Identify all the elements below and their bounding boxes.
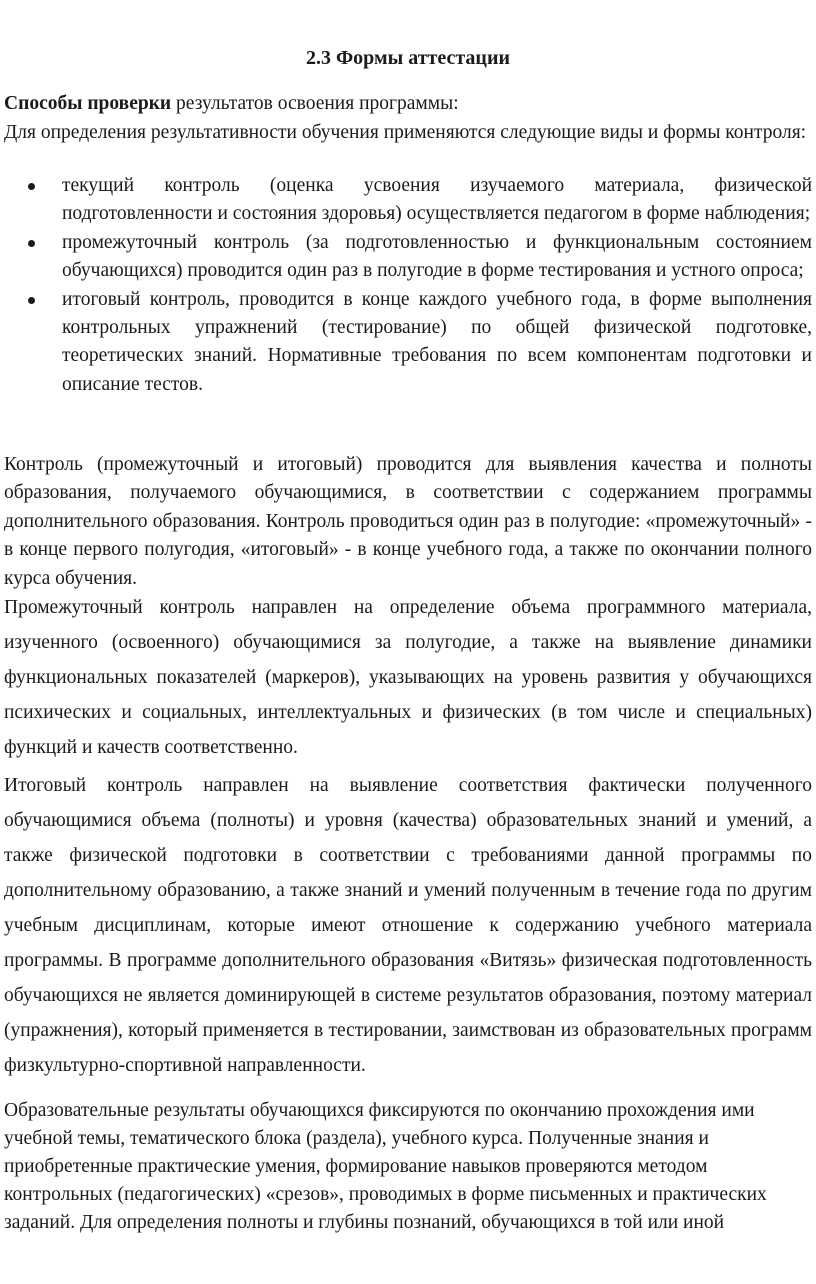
bullet-icon [28,183,35,190]
list-item [0,229,816,286]
bullet-icon [28,240,35,247]
control-paragraph: Контроль (промежуточный и итоговый) проводится для выявления качества и полноты образования, получаемого обучающимися, в соответствии с содержанием программы дополнительного образования. Контроль проводиться один раз в полугодие: «промежуточный» - в конце первого полугодия, «итоговый» - в конце учебного года, а также по окончании полного курса обучения. [4,454,812,589]
results-paragraph: Образовательные результаты обучающихся фиксируются по окончанию прохождения ими учебной темы, тематического блока (раздела), учебного курса. Полученные знания и приобретенные практические умения, формирование навыков проверяются методом контрольных (педагогических) «срезов», проводимых в форме письменных и практических заданий. Для определения полноты и глубины познаний, обучающихся в той или иной [4,1100,767,1233]
methods-bold: Способы проверки [4,93,172,114]
list-item-text: промежуточный контроль (за подготовленностью и функциональным состоянием обучающихся) проводится один раз в полугодие в форме тестирования и устного опроса; [62,231,812,282]
final-control-paragraph: Итоговый контроль направлен на выявление соответствия фактически полученного обучающимися объема (полноты) и уровня (качества) образовательных знаний и умений, а также физической подготовки в соответствии с требованиями данной программы по дополнительному образованию, а также знаний и умений полученным в течение года по другим учебным дисциплинам, которые имеют отношение к содержанию учебного материала программы. В программе дополнительного образования «Витязь» физическая подготовленность обучающихся не является доминирующей в системе результатов образования, поэтому материал (упражнения), который применяется в тестировании, заимствован из образовательных программ физкультурно-спортивной направленности. [4,775,812,1076]
intermediate-control-paragraph: Промежуточный контроль направлен на определение объема программного материала, изученного (освоенного) обучающимися за полугодие, а также на выявление динамики функциональных показателей (маркеров), указывающих на уровень развития у обучающихся психических и социальных, интеллектуальных и физических (в том числе и специальных) функций и качеств соответственно. [4,597,812,758]
section-title: 2.3 Формы аттестации [305,47,510,69]
methods-rest: результатов освоения программы: [171,93,459,114]
list-item [0,172,816,229]
control-types-list [0,172,816,399]
bullet-icon [28,297,35,304]
methods-line [4,90,812,118]
list-item-text: текущий контроль (оценка усвоения изучаемого материала, физической подготовленности и состояния здоровья) осуществляется педагогом в форме наблюдения; [62,175,812,225]
list-item-text: итоговый контроль, проводится в конце каждого учебного года, в форме выполнения контрольных упражнений (тестирование) по общей физической подготовке, теоретических знаний. Нормативные требования по всем компонентам подготовки и описание тестов. [62,288,812,395]
list-item [0,286,816,400]
intro-paragraph: Для определения результативности обучения применяются следующие виды и формы контроля: [4,122,807,143]
